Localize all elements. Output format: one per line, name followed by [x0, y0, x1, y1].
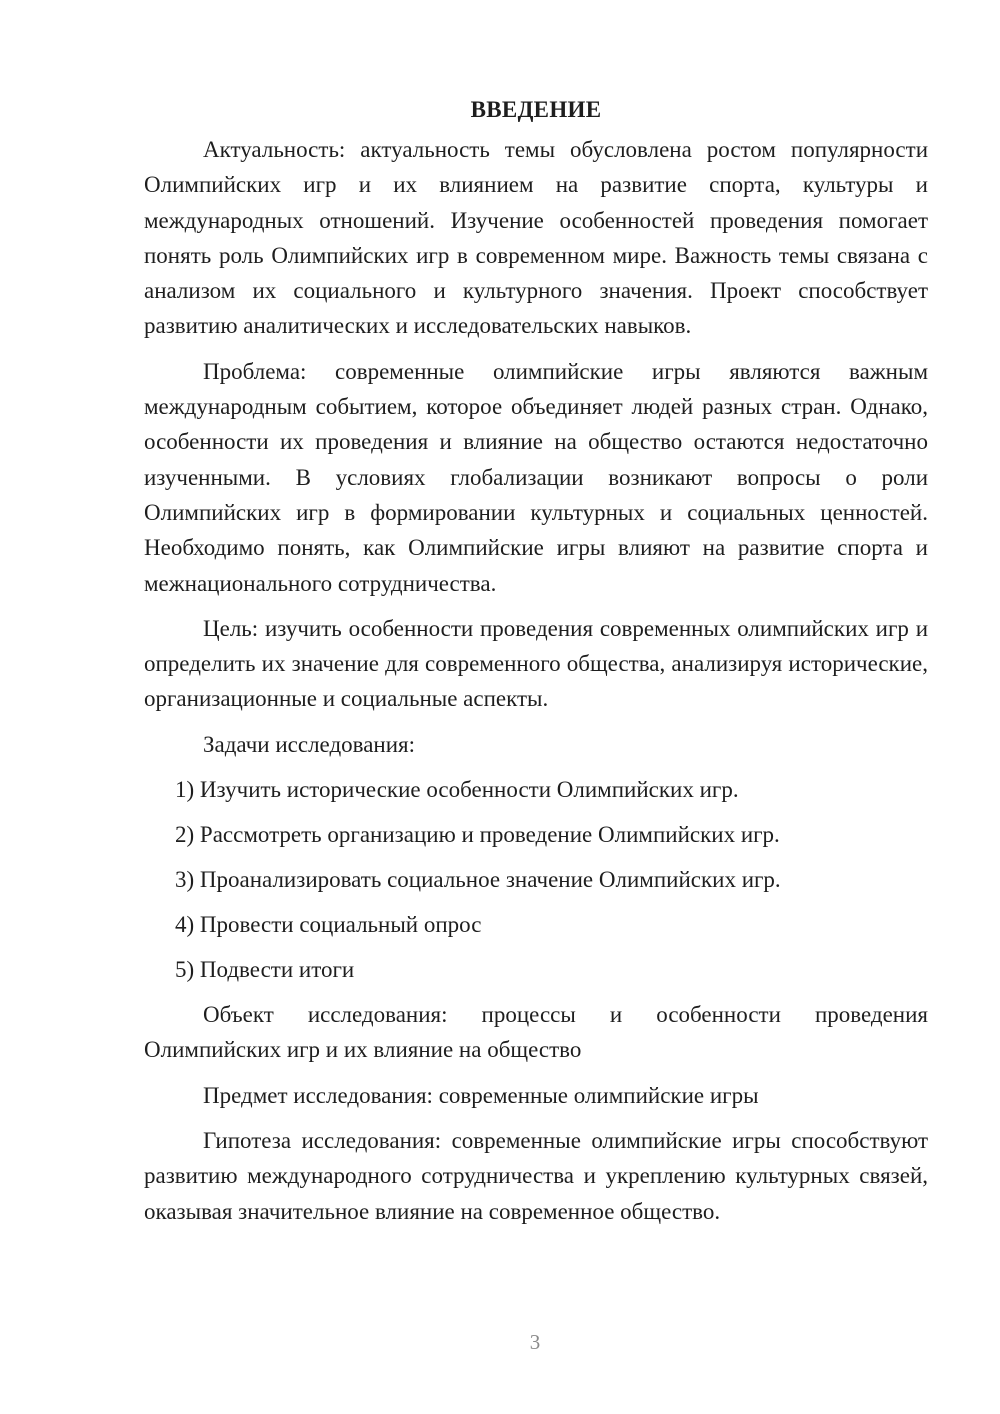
paragraph-tasks-heading: Задачи исследования:	[203, 731, 416, 757]
task-list-item: 4) Провести социальный опрос	[175, 912, 482, 938]
paragraph-hypothesis: Гипотеза исследования: современные олимпийские игры способствуют развитию международного сотрудничества и укреплению культурных связей, оказывая значительное влияние на современное общество.	[144, 1127, 928, 1224]
task-list-item: 2) Рассмотреть организацию и проведение Олимпийских игр.	[175, 822, 780, 848]
paragraph-goal: Цель: изучить особенности проведения современных олимпийских игр и определить их значение для современного общества, анализируя исторические, организационные и социальные аспекты.	[144, 615, 928, 712]
task-list-item: 1) Изучить исторические особенности Олимпийских игр.	[175, 777, 739, 803]
paragraph-relevance: Актуальность: актуальность темы обусловлена ростом популярности Олимпийских игр и их влиянием на развитие спорта, культуры и международных отношений. Изучение особенностей проведения помогает понять роль Олимпийских игр в современном мире. Важность темы связана с анализом их социального и культурного значения. Проект способствует развитию аналитических и исследовательских навыков.	[144, 137, 928, 339]
paragraph-problem: Проблема: современные олимпийские игры являются важным международным событием, которое объединяет людей разных стран. Однако, особенности их проведения и влияние на общество остаются недостаточно изученными. В условиях глобализации возникают вопросы о роли Олимпийских игр в формировании культурных и социальных ценностей. Необходимо понять, как Олимпийские игры влияют на развитие спорта и межнационального сотрудничества.	[144, 358, 928, 596]
paragraph-subject: Предмет исследования: современные олимпийские игры	[203, 1082, 759, 1108]
page-number: 3	[529, 1330, 541, 1354]
paragraph-object: Объект исследования: процессы и особенности проведения Олимпийских игр и их влияние на общество	[144, 1002, 928, 1063]
section-title: ВВЕДЕНИЕ	[470, 97, 602, 122]
task-list-item: 3) Проанализировать социальное значение Олимпийских игр.	[175, 867, 781, 893]
task-list-item: 5) Подвести итоги	[175, 957, 355, 983]
document-page	[144, 92, 928, 1239]
